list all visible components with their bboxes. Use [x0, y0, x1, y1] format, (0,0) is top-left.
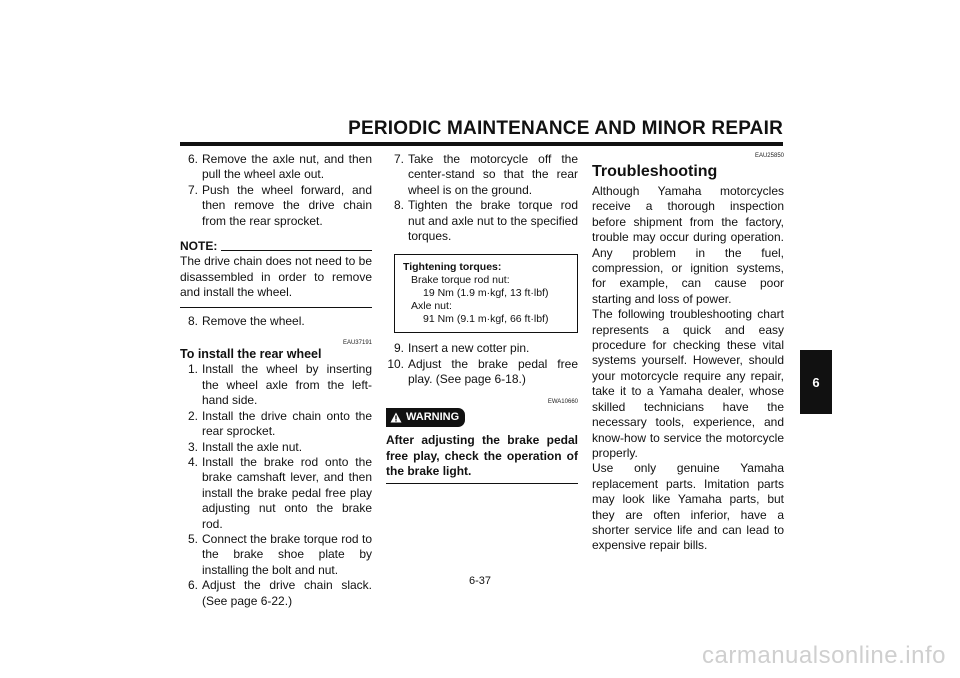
step-item: 1. Install the wheel by inserting the wheel axle from the left-hand side.	[187, 362, 372, 408]
warning-icon	[390, 412, 402, 423]
subheading: To install the rear wheel	[180, 347, 322, 362]
step-item: 2. Install the drive chain onto the rear sprocket.	[187, 408, 372, 439]
column-1	[180, 152, 372, 609]
page-header-title: PERIODIC MAINTENANCE AND MINOR REPAIR	[348, 118, 783, 139]
step-item: 3. Install the axle nut.	[187, 439, 303, 454]
step-item: 5. Connect the brake torque rod to the brake shoe plate by installing the bolt and nut.	[187, 531, 372, 577]
step-item: 6. Adjust the drive chain slack. (See page 6-22.)	[187, 578, 372, 608]
reference-code: EWA10660	[547, 398, 578, 405]
reference-code: EAU25850	[754, 153, 784, 159]
paragraph: Use only genuine Yamaha replacement parts. Imitation parts may look like Yamaha parts, but they are often inferior, have a shorter service life and can lead to expensive repair bills.	[592, 461, 784, 553]
chapter-tab: 6	[800, 350, 832, 414]
step-item: 7. Take the motorcycle off the center-stand so that the rear wheel is on the ground.	[393, 152, 578, 197]
spec-value: 19 Nm (1.9 m·kgf, 13 ft·lbf)	[423, 287, 549, 300]
warning-text: After adjusting the brake pedal free play, check the operation of the brake light.	[386, 427, 578, 484]
step-item: 10. Adjust the brake pedal free play. (See page 6-18.)	[387, 356, 578, 387]
step-item: 7. Push the wheel forward, and then remove the drive chain from the rear sprocket.	[187, 182, 372, 228]
spec-value: 91 Nm (9.1 m·kgf, 66 ft·lbf)	[423, 313, 549, 326]
warning-badge: WARNING	[386, 408, 465, 427]
section-title: Troubleshooting	[592, 163, 718, 180]
step-item: 8. Remove the wheel.	[187, 313, 305, 328]
torque-spec-box	[394, 254, 578, 333]
spec-label: Axle nut:	[411, 300, 452, 313]
paragraph: Although Yamaha motorcycles receive a thorough inspection before shipment from the factory, trouble may occur during operation. Any problem in the fuel, compression, or ignition systems, for example, can cause poor starting and loss of power.	[592, 184, 784, 306]
spec-label: Brake torque rod nut:	[411, 274, 510, 287]
column-3	[592, 152, 784, 554]
step-item: 4. Install the brake rod onto the brake camshaft lever, and then install the brake pedal free play adjusting nut onto the brake rod.	[187, 454, 372, 531]
column-2	[386, 152, 578, 484]
reference-code: EAU37191	[342, 340, 372, 347]
spec-title: Tightening torques:	[403, 261, 502, 274]
header-rule	[180, 142, 783, 146]
note-text: The drive chain does not need to be disassembled in order to remove and install the wheel.	[180, 254, 372, 307]
paragraph: The following troubleshooting chart represents a quick and easy procedure for checking these vital systems yourself. However, should your motorcycle require any repair, take it to a Yamaha dealer, whose skilled technicians have the necessary tools, experience, and know-how to service the motorcycle properly.	[592, 307, 784, 460]
step-item: 9. Insert a new cotter pin.	[393, 341, 530, 356]
watermark: carmanualsonline.info	[702, 642, 946, 669]
step-item: 8. Tighten the brake torque rod nut and axle nut to the specified torques.	[393, 198, 578, 244]
note-heading: NOTE:	[180, 239, 372, 254]
step-item: 6. Remove the axle nut, and then pull the wheel axle out.	[187, 152, 372, 182]
page-number: 6-37	[468, 575, 492, 587]
